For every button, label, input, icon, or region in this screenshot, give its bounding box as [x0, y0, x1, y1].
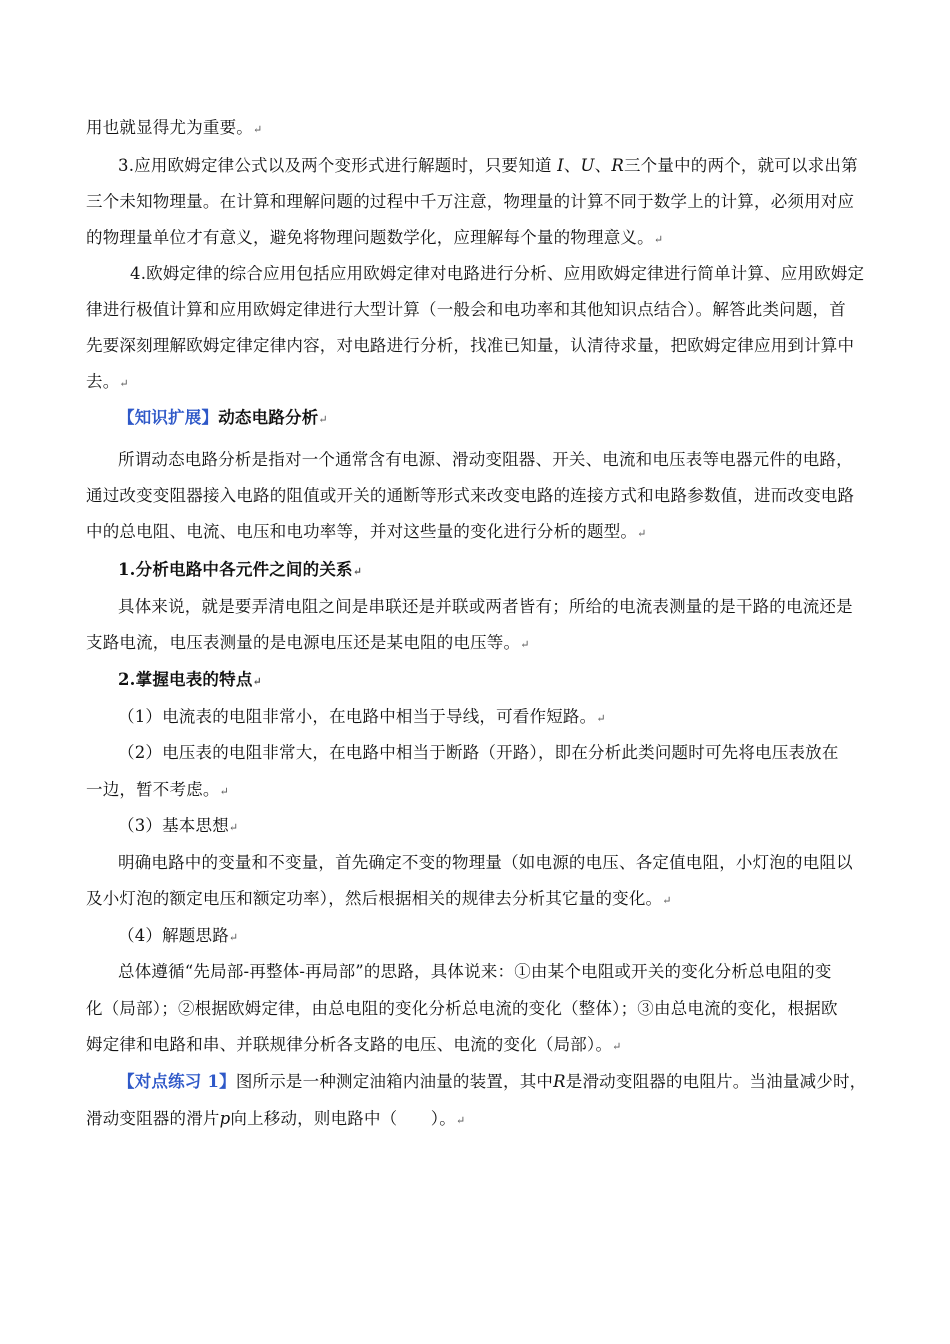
text-line: 及小灯泡的额定电压和额定功率），然后根据相关的规律去分析其它量的变化。↵ — [86, 889, 672, 908]
paragraph-mark: ↵ — [455, 1114, 466, 1127]
paragraph-mark: ↵ — [653, 233, 664, 246]
text-line: 三个未知物理量。在计算和理解问题的过程中千万注意，物理量的计算不同于数学上的计算，必须用对应 — [86, 192, 855, 211]
text-line: 滑动变阻器的滑片p向上移动，则电路中（ ）。↵ — [86, 1109, 466, 1128]
paragraph-mark: ↵ — [119, 377, 129, 390]
symbol-I: I — [557, 156, 564, 175]
symbol-R: R — [611, 156, 624, 175]
text-line: 所谓动态电路分析是指对一个通常含有电源、滑动变阻器、开关、电流和电压表等电器元件的电路， — [118, 450, 853, 469]
symbol-U: U — [580, 156, 595, 175]
paragraph-mark: ↵ — [352, 565, 363, 578]
section-title: 动态电路分析 — [218, 408, 319, 427]
paragraph-mark: ↵ — [637, 527, 647, 540]
text-line: （4）解题思路↵ — [118, 926, 239, 945]
subheading-1: 1.分析电路中各元件之间的关系↵ — [118, 560, 363, 579]
paragraph-mark: ↵ — [253, 123, 263, 136]
knowledge-tag: 【知识扩展】 — [118, 408, 219, 427]
paragraph-mark: ↵ — [662, 894, 672, 907]
text-line: 的物理量单位才有意义，避免将物理问题数学化，应理解每个量的物理意义。↵ — [86, 228, 664, 247]
text-line: 先要深刻理解欧姆定律定律内容，对电路进行分析，找准已知量，认清待求量，把欧姆定律应用到计算中 — [86, 336, 855, 355]
subheading-2: 2.掌握电表的特点↵ — [118, 670, 262, 689]
paragraph-3: 3.应用欧姆定律公式以及两个变形式进行解题时，只要知道 I、U、R三个量中的两个，就可以求出第 — [118, 156, 858, 175]
paragraph-mark: ↵ — [612, 1040, 622, 1053]
paragraph-mark: ↵ — [228, 931, 239, 944]
paragraph-mark: ↵ — [219, 785, 230, 798]
text-line: 一边，暂不考虑。↵ — [86, 780, 230, 799]
text-line: 支路电流，电压表测量的是电源电压还是某电阻的电压等。↵ — [86, 633, 530, 652]
text-line: 去。↵ — [86, 372, 129, 391]
paragraph-mark: ↵ — [318, 413, 328, 426]
symbol-p: p — [219, 1109, 231, 1128]
paragraph-mark: ↵ — [252, 675, 262, 688]
paragraph-4: 4.欧姆定律的综合应用包括应用欧姆定律对电路进行分析、应用欧姆定律进行简单计算、应用欧姆定 — [130, 264, 865, 283]
text-line: 通过改变变阻器接入电路的阻值或开关的通断等形式来改变电路的连接方式和电路参数值，进而改变电路 — [86, 486, 855, 505]
section-heading — [118, 408, 876, 430]
text-line: 化（局部）；②根据欧姆定律，由总电阻的变化分析总电流的变化（整体）；③由总电流的变化，根据欧 — [86, 999, 838, 1018]
text-line: 具体来说，就是要弄清电阻之间是串联还是并联或两者皆有；所给的电流表测量的是干路的电流还是 — [118, 597, 853, 616]
text-line: 总体遵循“先局部-再整体-再局部”的思路，具体说来：①由某个电阻或开关的变化分析总电阻的变 — [118, 962, 832, 981]
text-line: 律进行极值计算和应用欧姆定律进行大型计算（一般会和电功率和其他知识点结合）。解答此类问题，首 — [86, 300, 846, 319]
text-line: 姆定律和电路和串、并联规律分析各支路的电压、电流的变化（局部）。↵ — [86, 1035, 622, 1054]
text-line: （2）电压表的电阻非常大，在电路中相当于断路（开路），即在分析此类问题时可先将电压表放在 — [118, 743, 839, 762]
paragraph-mark: ↵ — [596, 712, 606, 725]
text-line: 中的总电阻、电流、电压和电功率等，并对这些量的变化进行分析的题型。↵ — [86, 522, 647, 541]
text-line: （3）基本思想↵ — [118, 816, 239, 835]
text-line: 明确电路中的变量和不变量，首先确定不变的物理量（如电源的电压、各定值电阻，小灯泡的电阻以 — [118, 853, 853, 872]
text-line: （1）电流表的电阻非常小，在电路中相当于导线，可看作短路。↵ — [118, 707, 606, 726]
text-line: 用也就显得尤为重要。↵ — [86, 118, 263, 137]
paragraph-mark: ↵ — [520, 638, 530, 651]
exercise-question: 【对点练习 1】图所示是一种测定油箱内油量的装置，其中R是滑动变阻器的电阻片。当油量减少时， — [118, 1072, 867, 1091]
paragraph-mark: ↵ — [228, 821, 239, 834]
symbol-R: R — [553, 1072, 566, 1091]
exercise-tag: 【对点练习 1】 — [118, 1072, 236, 1091]
